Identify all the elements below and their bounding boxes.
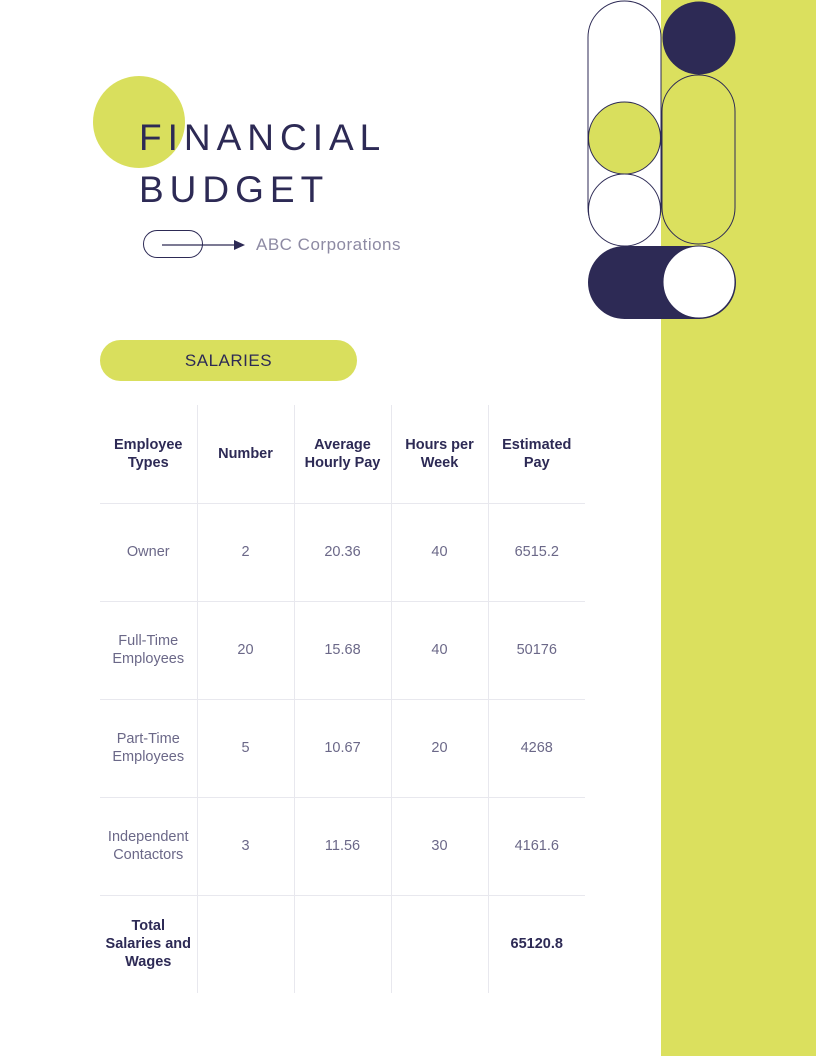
deco-circle-white	[589, 174, 661, 246]
table-row	[100, 601, 585, 699]
cell-hours-per-week: 40	[391, 601, 488, 699]
table-row	[100, 797, 585, 895]
cell-average-hourly-pay: 15.68	[294, 601, 391, 699]
cell-average-hourly-pay: 11.56	[294, 797, 391, 895]
cell-number: 5	[197, 699, 294, 797]
cell-number: 20	[197, 601, 294, 699]
arrow-right-icon	[162, 236, 248, 254]
cell-estimated-pay: 4161.6	[488, 797, 585, 895]
cell-employee-type: Part-Time Employees	[100, 699, 197, 797]
salaries-table	[100, 405, 585, 993]
deco-circle-lime	[589, 102, 661, 174]
cell-estimated-pay: 6515.2	[488, 503, 585, 601]
header-average-hourly-pay: Average Hourly Pay	[294, 405, 391, 503]
cell-hours-per-week: 20	[391, 699, 488, 797]
total-value: 65120.8	[488, 895, 585, 993]
cell-number: 2	[197, 503, 294, 601]
page-title	[139, 112, 386, 216]
cell-number: 3	[197, 797, 294, 895]
cell-employee-type: Owner	[100, 503, 197, 601]
header-employee-types: Employee Types	[100, 405, 197, 503]
deco-toggle-knob	[663, 246, 735, 318]
cell-estimated-pay: 4268	[488, 699, 585, 797]
header-hours-per-week: Hours per Week	[391, 405, 488, 503]
table-total-row	[100, 895, 585, 993]
title-line-2: BUDGET	[139, 169, 330, 210]
total-empty-cell	[197, 895, 294, 993]
deco-circle-navy	[663, 2, 736, 75]
cell-estimated-pay: 50176	[488, 601, 585, 699]
total-label: Total Salaries and Wages	[105, 918, 191, 971]
table-header-row	[100, 405, 585, 503]
total-empty-cell	[294, 895, 391, 993]
table-row	[100, 503, 585, 601]
cell-average-hourly-pay: 20.36	[294, 503, 391, 601]
cell-employee-type: Independent Contactors	[100, 797, 197, 895]
table-row	[100, 699, 585, 797]
header-estimated-pay: Estimated Pay	[488, 405, 585, 503]
cell-hours-per-week: 40	[391, 503, 488, 601]
title-line-1: FINANCIAL	[139, 117, 387, 158]
section-label-salaries: SALARIES	[100, 340, 357, 381]
cell-hours-per-week: 30	[391, 797, 488, 895]
deco-capsule-right	[662, 75, 735, 244]
header-number: Number	[197, 405, 294, 503]
cell-average-hourly-pay: 10.67	[294, 699, 391, 797]
cell-employee-type: Full-Time Employees	[100, 601, 197, 699]
company-name: ABC Corporations	[256, 235, 402, 254]
total-empty-cell	[391, 895, 488, 993]
